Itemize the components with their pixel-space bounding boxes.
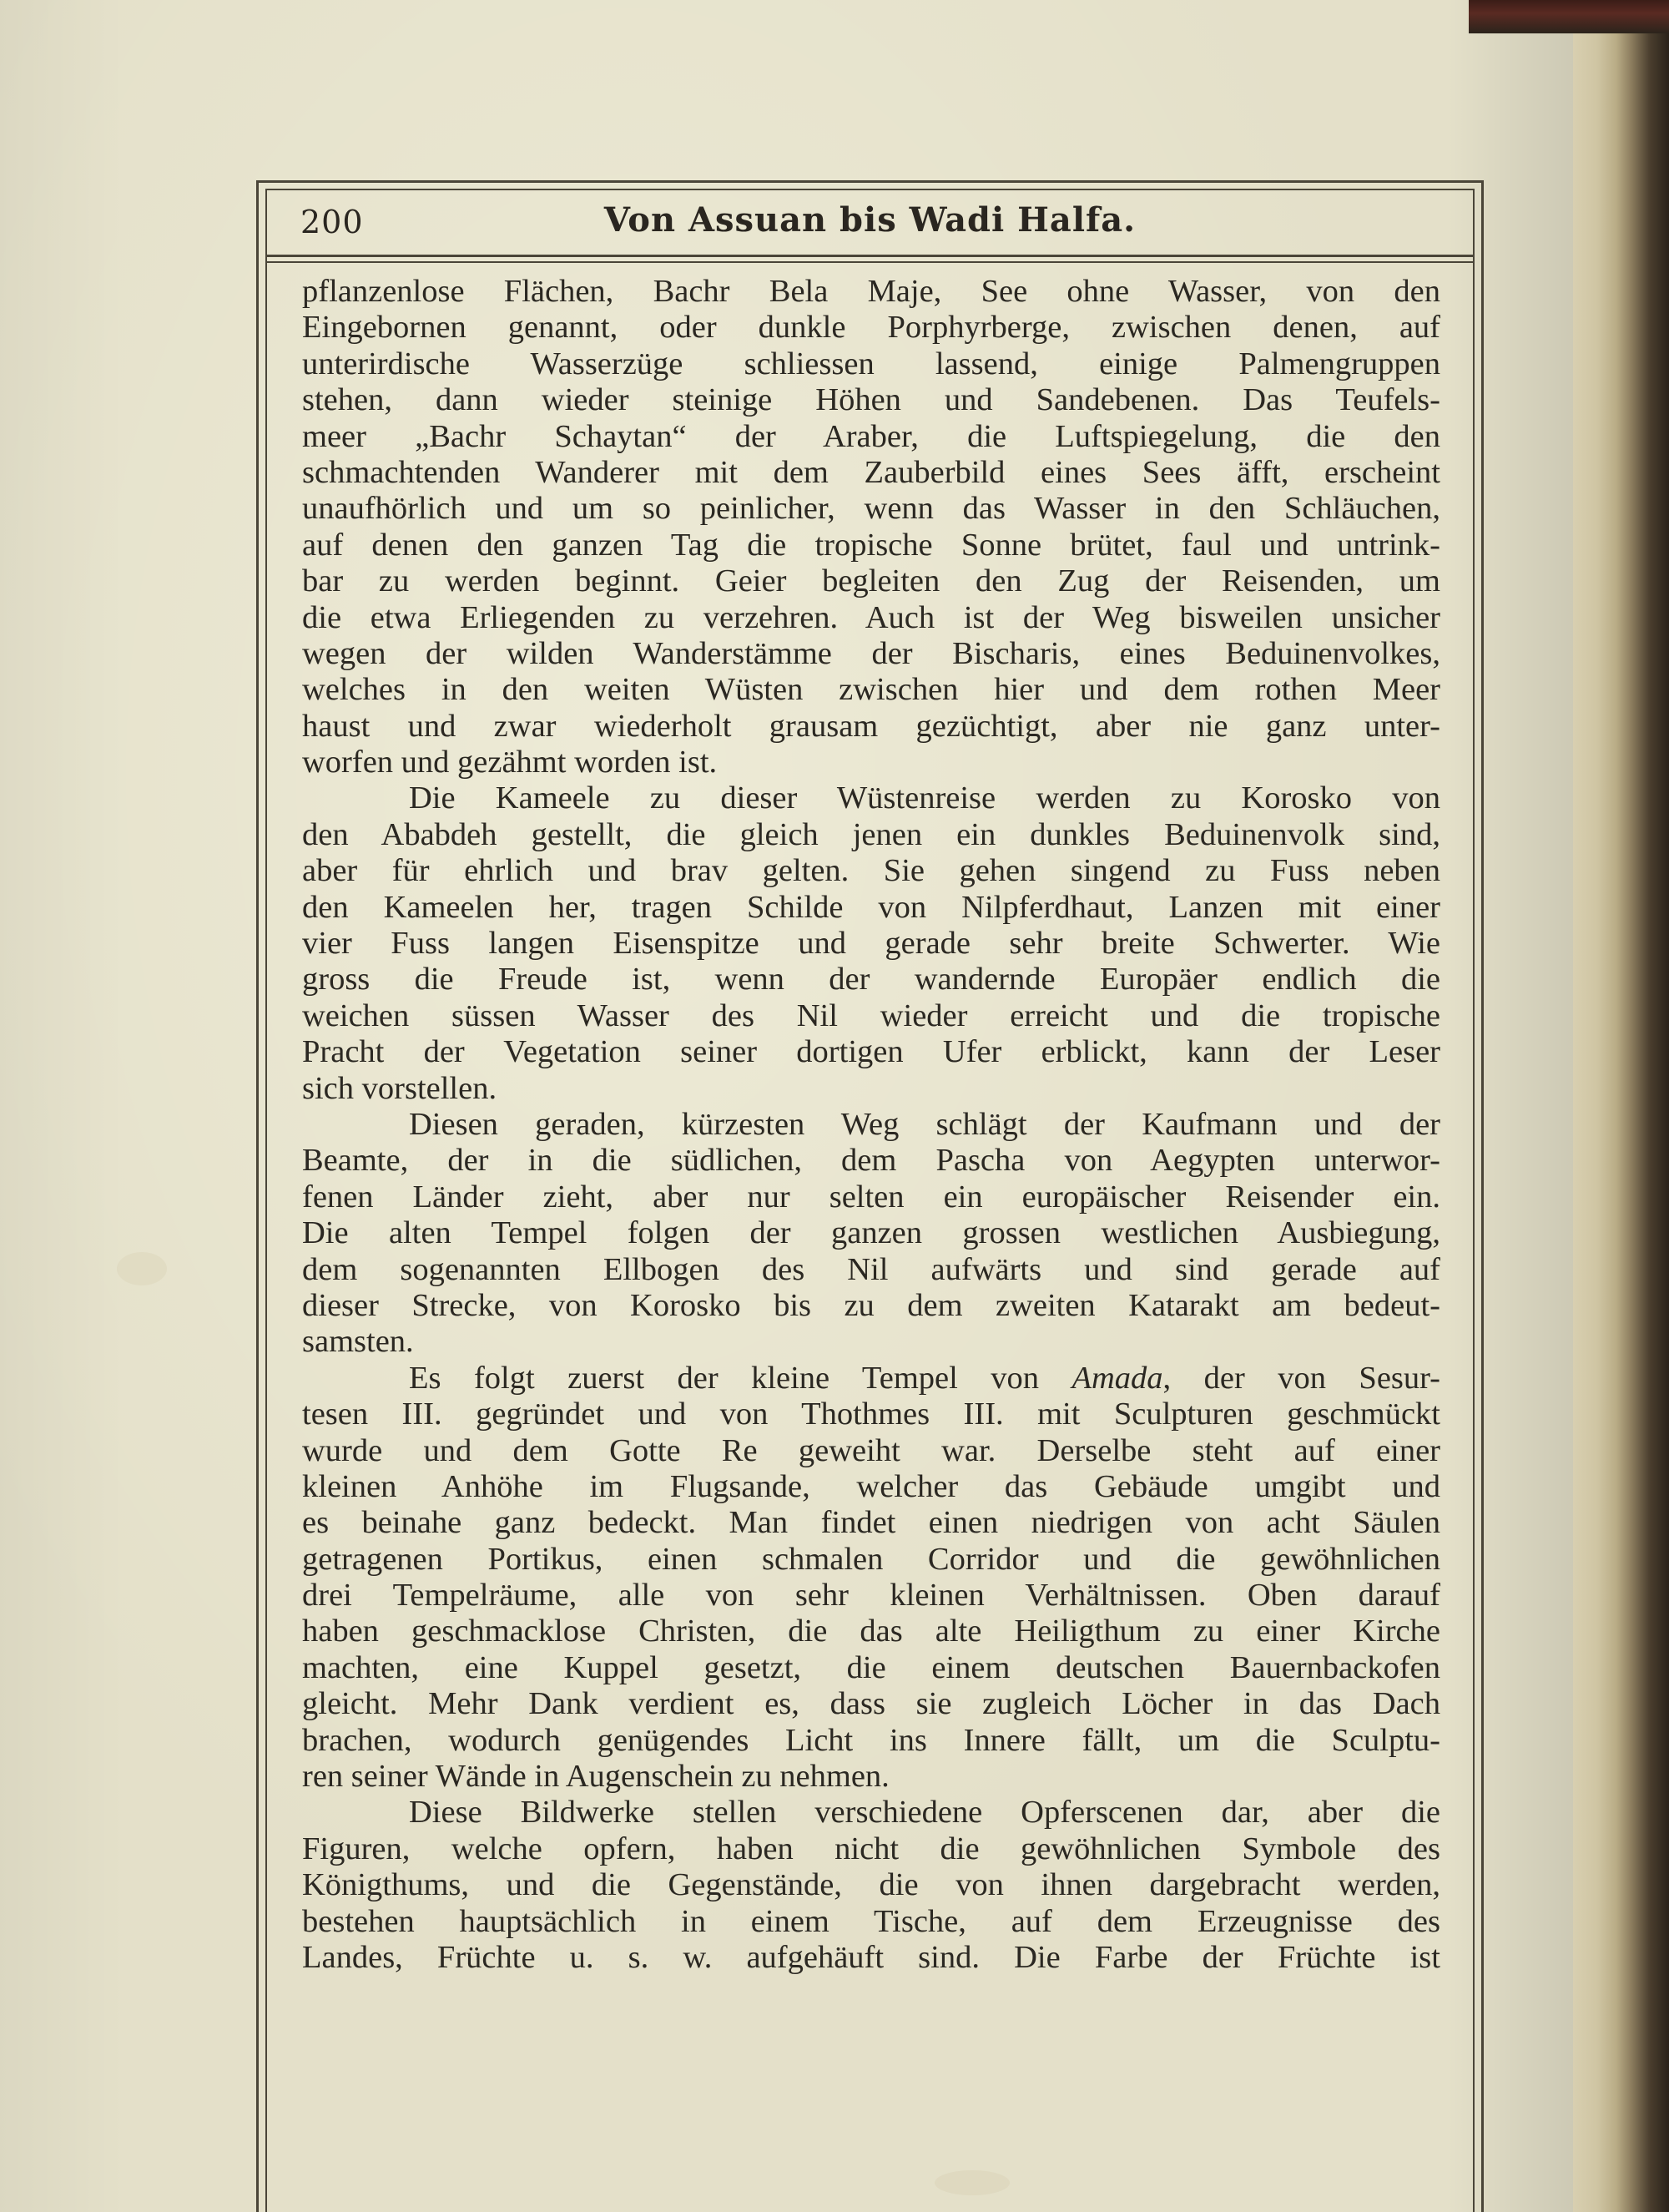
text-line: getragenen Portikus, einen schmalen Corridor und die gewöhnlichen: [302, 1541, 1440, 1577]
text-line: es beinahe ganz bedeckt. Man findet einen niedrigen von acht Säulen: [302, 1505, 1440, 1541]
text-line: wegen der wilden Wanderstämme der Bischaris, eines Beduinenvolkes,: [302, 635, 1440, 671]
page-number: 200: [300, 204, 364, 240]
text-line: Landes, Früchte u. s. w. aufgehäuft sind. Die Farbe der Früchte ist: [302, 1939, 1440, 1975]
text-line: die etwa Erliegenden zu verzehren. Auch ist der Weg bisweilen unsicher: [302, 599, 1440, 635]
text-line: Beamte, der in die südlichen, dem Pascha von Aegypten unterwor-: [302, 1143, 1440, 1179]
text-line: bestehen hauptsächlich in einem Tische, auf dem Erzeugnisse des: [302, 1903, 1440, 1939]
text-line: samsten.: [302, 1324, 414, 1360]
text-line: machten, eine Kuppel gesetzt, die einem deutschen Bauernbackofen: [302, 1649, 1440, 1685]
text-line: Diesen geraden, kürzesten Weg schlägt der Kaufmann und der: [409, 1106, 1440, 1142]
text-line: Die Kameele zu dieser Wüstenreise werden zu Korosko von: [409, 780, 1440, 816]
text-line: haust und zwar wiederholt grausam gezüchtigt, aber nie ganz unter-: [302, 708, 1440, 744]
text-line: wurde und dem Gotte Re geweiht war. Derselbe steht auf einer: [302, 1432, 1440, 1468]
text-line: stehen, dann wieder steinige Höhen und Sandebenen. Das Teufels-: [302, 382, 1440, 418]
text-line: drei Tempelräume, alle von sehr kleinen Verhältnissen. Oben darauf: [302, 1578, 1440, 1614]
text-line: aber für ehrlich und brav gelten. Sie gehen singend zu Fuss neben: [302, 853, 1440, 889]
text-line: dieser Strecke, von Korosko bis zu dem zweiten Katarakt am bedeut-: [302, 1287, 1440, 1323]
text-line: tesen III. gegründet und von Thothmes III. mit Sculpturen geschmückt: [302, 1396, 1440, 1432]
text-line: kleinen Anhöhe im Flugsande, welcher das Gebäude umgibt und: [302, 1468, 1440, 1504]
paper-stain: [117, 1252, 167, 1285]
text-line: unaufhörlich und um so peinlicher, wenn das Wasser in den Schläuchen,: [302, 491, 1440, 527]
text-line: gross die Freude ist, wenn der wandernde Europäer endlich die: [302, 962, 1440, 997]
text-line: unterirdische Wasserzüge schliessen lassend, einige Palmengruppen: [302, 346, 1440, 381]
text-line: schmachtenden Wanderer mit dem Zauberbild eines Sees äfft, erscheint: [302, 454, 1440, 490]
text-line: bar zu werden beginnt. Geier begleiten den Zug der Reisenden, um: [302, 563, 1440, 599]
text-line: weichen süssen Wasser des Nil wieder erreicht und die tropische: [302, 997, 1440, 1033]
text-line: worfen und gezähmt worden ist.: [302, 745, 718, 780]
text-line: Diese Bildwerke stellen verschiedene Opferscenen dar, aber die: [409, 1795, 1440, 1831]
book-binding-edge: [1573, 0, 1669, 2212]
text-line: Figuren, welche opfern, haben nicht die gewöhnlichen Symbole des: [302, 1831, 1440, 1866]
text-line: auf denen den ganzen Tag die tropische Sonne brütet, faul und untrink-: [302, 527, 1440, 563]
header-rule: [265, 261, 1475, 263]
body-text: [302, 274, 1440, 1976]
text-line: haben geschmacklose Christen, die das alte Heiligthum zu einer Kirche: [302, 1614, 1440, 1649]
text-line: brachen, wodurch genügendes Licht ins Innere fällt, um die Sculptu-: [302, 1722, 1440, 1758]
text-line: meer „Bachr Schaytan“ der Araber, die Luftspiegelung, die den: [302, 418, 1440, 454]
text-line: Es folgt zuerst der kleine Tempel von Amada, der von Sesur-: [409, 1360, 1440, 1396]
text-line: Eingebornen genannt, oder dunkle Porphyrberge, zwischen denen, auf: [302, 310, 1440, 346]
text-line: den Kameelen her, tragen Schilde von Nilpferdhaut, Lanzen mit einer: [302, 889, 1440, 925]
running-head-title: Von Assuan bis Wadi Halfa.: [603, 200, 1137, 240]
text-line: welches in den weiten Wüsten zwischen hier und dem rothen Meer: [302, 672, 1440, 708]
text-line: Königthums, und die Gegenstände, die von ihnen dargebracht werden,: [302, 1867, 1440, 1903]
text-line: fenen Länder zieht, aber nur selten ein europäischer Reisender ein.: [302, 1179, 1440, 1215]
text-line: Die alten Tempel folgen der ganzen grossen westlichen Ausbiegung,: [302, 1215, 1440, 1251]
book-cover-corner: [1469, 0, 1669, 33]
text-line: dem sogenannten Ellbogen des Nil aufwärts und sind gerade auf: [302, 1251, 1440, 1287]
text-line: sich vorstellen.: [302, 1070, 497, 1106]
text-line: ren seiner Wände in Augenschein zu nehmen.: [302, 1759, 890, 1795]
text-line: gleicht. Mehr Dank verdient es, dass sie zugleich Löcher in das Dach: [302, 1686, 1440, 1722]
text-line: Pracht der Vegetation seiner dortigen Ufer erblickt, kann der Leser: [302, 1034, 1440, 1070]
temple-name-italic: Amada: [1071, 1360, 1163, 1396]
text-line: den Ababdeh gestellt, die gleich jenen ein dunkles Beduinenvolk sind,: [302, 816, 1440, 852]
text-line: pflanzenlose Flächen, Bachr Bela Maje, See ohne Wasser, von den: [302, 274, 1440, 309]
text-line: vier Fuss langen Eisenspitze und gerade sehr breite Schwerter. Wie: [302, 926, 1440, 962]
